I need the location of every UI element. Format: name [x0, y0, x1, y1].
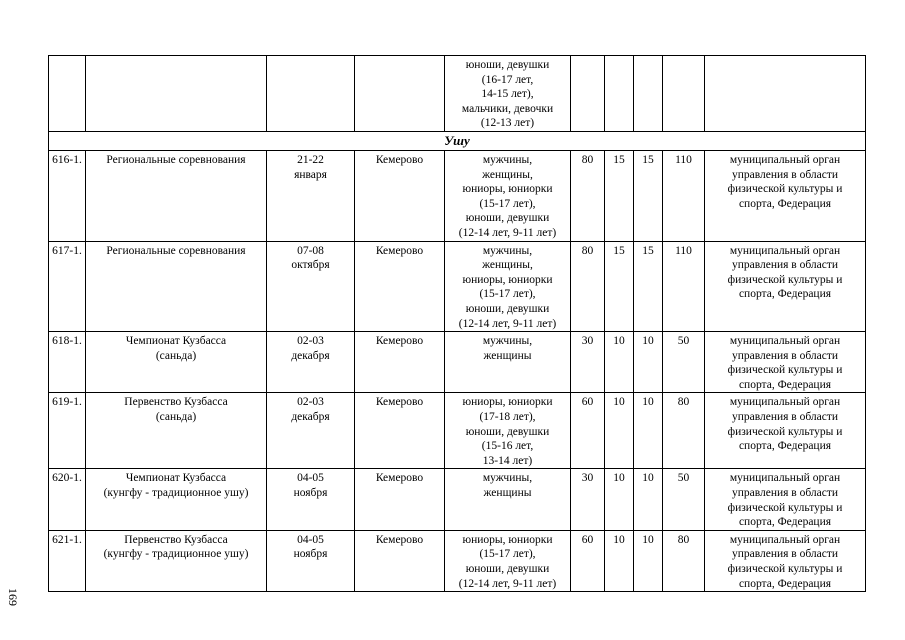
table-row	[49, 150, 866, 241]
cell-name: Первенство Кузбасса (кунгфу - традиционное ушу)	[86, 530, 267, 591]
section-title: Ушу	[49, 131, 866, 150]
cell-org	[705, 56, 866, 132]
cell-c2: 10	[605, 393, 634, 469]
cell-c3: 10	[634, 332, 663, 393]
cell-c3	[634, 56, 663, 132]
cell-date: 02-03 декабря	[267, 332, 355, 393]
cell-c3: 10	[634, 469, 663, 530]
cell-c4: 80	[663, 530, 705, 591]
cell-date: 04-05 ноября	[267, 530, 355, 591]
cell-participants: мужчины, женщины, юниоры, юниорки (15-17 лет), юноши, девушки (12-14 лет, 9-11 лет)	[445, 241, 571, 332]
cell-c4: 110	[663, 150, 705, 241]
cell-c1: 80	[571, 150, 605, 241]
cell-place	[355, 56, 445, 132]
cell-name: Чемпионат Кузбасса (кунгфу - традиционное ушу)	[86, 469, 267, 530]
cell-participants: юниоры, юниорки (17-18 лет), юноши, девушки (15-16 лет, 13-14 лет)	[445, 393, 571, 469]
table-row	[49, 530, 866, 591]
cell-c2: 10	[605, 332, 634, 393]
cell-place: Кемерово	[355, 393, 445, 469]
cell-name: Региональные соревнования	[86, 150, 267, 241]
cell-c2	[605, 56, 634, 132]
cell-place: Кемерово	[355, 469, 445, 530]
cell-participants: мужчины, женщины, юниоры, юниорки (15-17 лет), юноши, девушки (12-14 лет, 9-11 лет)	[445, 150, 571, 241]
cell-org: муниципальный орган управления в области физической культуры и спорта, Федерация	[705, 241, 866, 332]
table-row	[49, 241, 866, 332]
cell-participants: мужчины, женщины	[445, 332, 571, 393]
cell-num: 620-1.	[49, 469, 86, 530]
cell-c1: 80	[571, 241, 605, 332]
cell-date: 07-08 октября	[267, 241, 355, 332]
cell-c4: 50	[663, 332, 705, 393]
cell-date: 02-03 декабря	[267, 393, 355, 469]
cell-c4	[663, 56, 705, 132]
cell-c1: 30	[571, 469, 605, 530]
cell-name: Первенство Кузбасса (саньда)	[86, 393, 267, 469]
cell-participants: юниоры, юниорки (15-17 лет), юноши, девушки (12-14 лет, 9-11 лет)	[445, 530, 571, 591]
cell-org: муниципальный орган управления в области физической культуры и спорта, Федерация	[705, 332, 866, 393]
cell-c3: 10	[634, 393, 663, 469]
cell-org: муниципальный орган управления в области физической культуры и спорта, Федерация	[705, 530, 866, 591]
cell-num: 616-1.	[49, 150, 86, 241]
cell-date: 21-22 января	[267, 150, 355, 241]
cell-c4: 80	[663, 393, 705, 469]
cell-c3: 15	[634, 241, 663, 332]
cell-num	[49, 56, 86, 132]
cell-c4: 50	[663, 469, 705, 530]
table-row	[49, 332, 866, 393]
cell-org: муниципальный орган управления в области физической культуры и спорта, Федерация	[705, 393, 866, 469]
cell-place: Кемерово	[355, 332, 445, 393]
cell-name: Чемпионат Кузбасса (саньда)	[86, 332, 267, 393]
cell-num: 619-1.	[49, 393, 86, 469]
cell-date	[267, 56, 355, 132]
cell-c3: 15	[634, 150, 663, 241]
cell-c1: 30	[571, 332, 605, 393]
cell-place: Кемерово	[355, 530, 445, 591]
cell-num: 621-1.	[49, 530, 86, 591]
table-row	[49, 469, 866, 530]
cell-c1: 60	[571, 393, 605, 469]
cell-num: 618-1.	[49, 332, 86, 393]
cell-place: Кемерово	[355, 241, 445, 332]
cell-name: Региональные соревнования	[86, 241, 267, 332]
cell-name	[86, 56, 267, 132]
table-row	[49, 56, 866, 132]
cell-c2: 15	[605, 241, 634, 332]
cell-date: 04-05 ноября	[267, 469, 355, 530]
cell-org: муниципальный орган управления в области физической культуры и спорта, Федерация	[705, 150, 866, 241]
schedule-table	[48, 55, 866, 592]
page-number: 169	[6, 588, 20, 606]
cell-c4: 110	[663, 241, 705, 332]
cell-c1	[571, 56, 605, 132]
table-row	[49, 393, 866, 469]
cell-place: Кемерово	[355, 150, 445, 241]
cell-org: муниципальный орган управления в области физической культуры и спорта, Федерация	[705, 469, 866, 530]
section-row	[49, 131, 866, 150]
cell-c3: 10	[634, 530, 663, 591]
cell-participants: мужчины, женщины	[445, 469, 571, 530]
cell-c2: 10	[605, 530, 634, 591]
cell-c1: 60	[571, 530, 605, 591]
cell-participants: юноши, девушки (16-17 лет, 14-15 лет), мальчики, девочки (12-13 лет)	[445, 56, 571, 132]
cell-c2: 10	[605, 469, 634, 530]
cell-c2: 15	[605, 150, 634, 241]
cell-num: 617-1.	[49, 241, 86, 332]
